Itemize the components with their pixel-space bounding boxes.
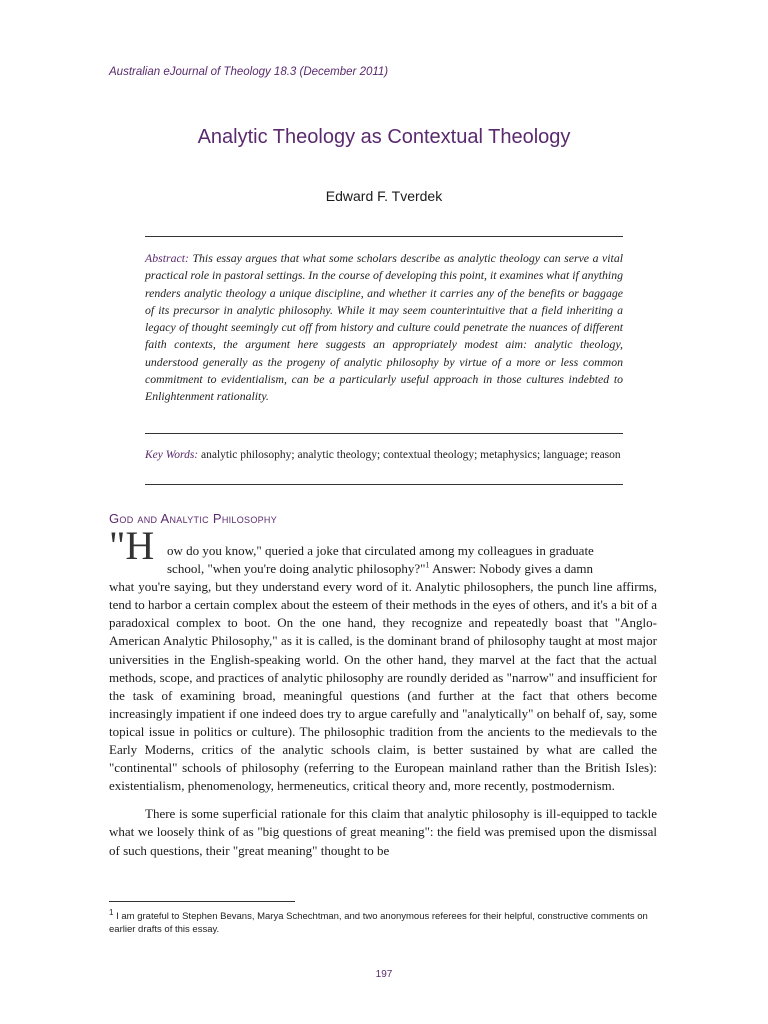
footnote-text: I am grateful to Stephen Bevans, Marya Schechtman, and two anonymous referees for their helpful, constructive comments on earlier drafts of this essay. [109, 911, 648, 935]
footnote-number: 1 [109, 907, 114, 917]
paragraph-1-line-2 [109, 560, 657, 578]
keywords-bottom-rule [145, 484, 623, 485]
abstract-top-rule [145, 236, 623, 237]
footnote-rule [109, 901, 295, 902]
paragraph-1-line-1: ow do you know," queried a joke that circulated among my colleagues in graduate [167, 543, 594, 558]
page-number: 197 [375, 969, 393, 980]
keywords-block [145, 446, 623, 464]
section-heading: God and Analytic Philosophy [109, 511, 278, 526]
article-title: Analytic Theology as Contextual Theology [197, 126, 571, 148]
keywords-text: analytic philosophy; analytic theology; contextual theology; metaphysics; language; reason [201, 449, 621, 461]
running-head: Australian eJournal of Theology 18.3 (December 2011) [109, 66, 389, 78]
paragraph-1-line-2-rest: Answer: Nobody gives a damn [429, 561, 594, 577]
paragraph-2: There is some superficial rationale for this claim that analytic philosophy is ill-equipped to tackle what we loosely think of as "big questions of great meaning": the field was premised upon the dismissal of such questions, their "great meaning" thought to be [109, 806, 657, 858]
abstract-bottom-rule [145, 433, 623, 434]
drop-cap: "H [109, 523, 155, 568]
paragraph-1 [109, 542, 657, 795]
abstract-text: This essay argues that what some scholars describe as analytic theology can serve a vital practical role in pastoral settings. In the course of developing this point, it examines what if anything renders analytic theology a unique discipline, and whether it carries any of the benefits or baggage of its precursor in analytic philosophy. While it may seem counterintuitive that a field inheriting a legacy of thought seemingly cut off from history and culture could penetrate the nuances of different faith contexts, the argument here suggests an appropriately modest aim: analytic theology, understood generally as the progeny of analytic philosophy by virtue of a more or less common commitment to evidentialism, can be a particularly useful approach in those cultures indebted to Enlightenment rationality. [145, 251, 623, 404]
footnote [109, 907, 657, 936]
author-name: Edward F. Tverdek [325, 188, 443, 204]
keywords-label: Key Words: [145, 449, 199, 461]
abstract-block [145, 250, 623, 406]
paragraph-1-line-2-text: school, "when you're doing analytic philosophy?" [167, 561, 426, 577]
paragraph-1-rest: what you're saying, but they understand every word of it. Analytic philosophers, the punch line affirms, tend to harbor a certain complex about the esteem of their methods in the eyes of others, and it's a bit of a paradoxical complex to boot. On the one hand, they recognize and repeatedly boast that "Anglo-American Analytic Philosophy," as it is called, is the dominant brand of philosophy taught at most major universities in the English-speaking world. On the other hand, they marvel at the fact that the actual methods, scope, and practices of analytic philosophy are roundly derided as "narrow" and insufficient for the task of examining broad, meaningful questions (and further at the fact that others become increasingly impatient if one indeed does try to argue carefully and "analytically" on behalf of, say, some topical issue in politics or culture). The philosophic tradition from the ancients to the medievals to the Early Moderns, critics of the analytic schools claim, is better sustained by what are called the "continental" schools of philosophy (referring to the European mainland rather than the British Isles): existentialism, phenomenology, hermeneutics, critical theory and, more recently, postmodernism. [109, 579, 657, 794]
body-text [109, 542, 657, 860]
abstract-label: Abstract: [145, 251, 189, 265]
footnote-marker[interactable]: 1 [425, 560, 430, 570]
